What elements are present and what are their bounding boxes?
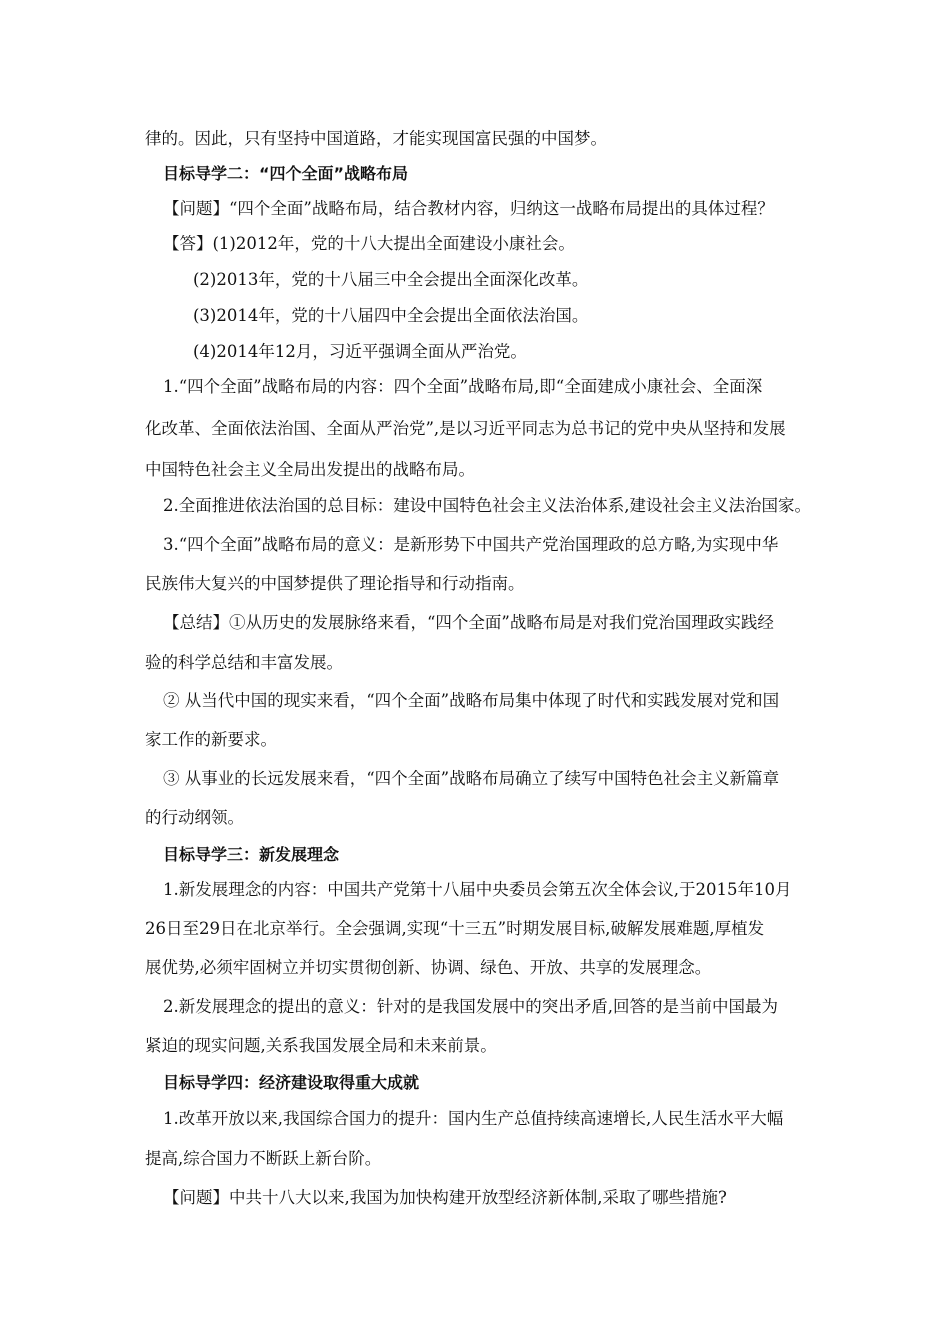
text-line: 26日至29日在北京举行。全会强调,实现“十三五”时期发展目标,破解发展难题,厚植发 [145,919,765,938]
text-line: 1.改革开放以来,我国综合国力的提升：国内生产总值持续高速增长,人民生活水平大幅 [163,1109,784,1128]
text-line: 2.新发展理念的提出的意义：针对的是我国发展中的突出矛盾,回答的是当前中国最为 [163,997,778,1016]
text-line: 家工作的新要求。 [145,730,277,749]
section-heading: 目标导学四：经济建设取得重大成就 [163,1073,420,1092]
text-line: 的行动纲领。 [145,808,244,827]
text-line: ③ 从事业的长远发展来看，“四个全面”战略布局确立了续写中国特色社会主义新篇章 [163,769,780,788]
text-line: (3)2014年，党的十八届四中全会提出全面依法治国。 [193,306,589,325]
text-line: 验的科学总结和丰富发展。 [145,653,343,672]
text-line: 1.新发展理念的内容：中国共产党第十八届中央委员会第五次全体会议,于2015年10月 [163,880,792,899]
text-line: 【问题】“四个全面”战略布局，结合教材内容，归纳这一战略布局提出的具体过程？ [163,199,774,218]
section-heading: 目标导学三：新发展理念 [163,845,340,864]
text-line: 中国特色社会主义全局出发提出的战略布局。 [145,460,475,479]
text-line: 1.“四个全面”战略布局的内容：四个全面”战略布局,即“全面建成小康社会、全面深 [163,377,763,396]
section-heading: 目标导学二：“四个全面”战略布局 [163,164,409,183]
text-line: 【答】(1)2012年，党的十八大提出全面建设小康社会。 [163,234,575,253]
text-line: 2.全面推进依法治国的总目标：建设中国特色社会主义法治体系,建设社会主义法治国家。 [163,496,811,515]
text-line: 民族伟大复兴的中国梦提供了理论指导和行动指南。 [145,574,525,593]
text-line: 3.“四个全面”战略布局的意义：是新形势下中国共产党治国理政的总方略,为实现中华 [163,535,779,554]
text-line: ② 从当代中国的现实来看，“四个全面”战略布局集中体现了时代和实践发展对党和国 [163,691,780,710]
text-line: 展优势,必须牢固树立并切实贯彻创新、协调、绿色、开放、共享的发展理念。 [145,958,712,977]
text-line: (2)2013年，党的十八届三中全会提出全面深化改革。 [193,270,589,289]
text-line: 律的。因此，只有坚持中国道路，才能实现国富民强的中国梦。 [145,129,607,148]
text-line: 【问题】中共十八大以来,我国为加快构建开放型经济新体制,采取了哪些措施? [163,1188,727,1207]
text-line: 化改革、全面依法治国、全面从严治党”,是以习近平同志为总书记的党中央从坚持和发展 [145,419,786,438]
text-line: 提高,综合国力不断跃上新台阶。 [145,1149,382,1168]
text-line: (4)2014年12月，习近平强调全面从严治党。 [193,342,527,361]
text-line: 紧迫的现实问题,关系我国发展全局和未来前景。 [145,1036,497,1055]
text-line: 【总结】①从历史的发展脉络来看，“四个全面”战略布局是对我们党治国理政实践经 [163,613,774,632]
